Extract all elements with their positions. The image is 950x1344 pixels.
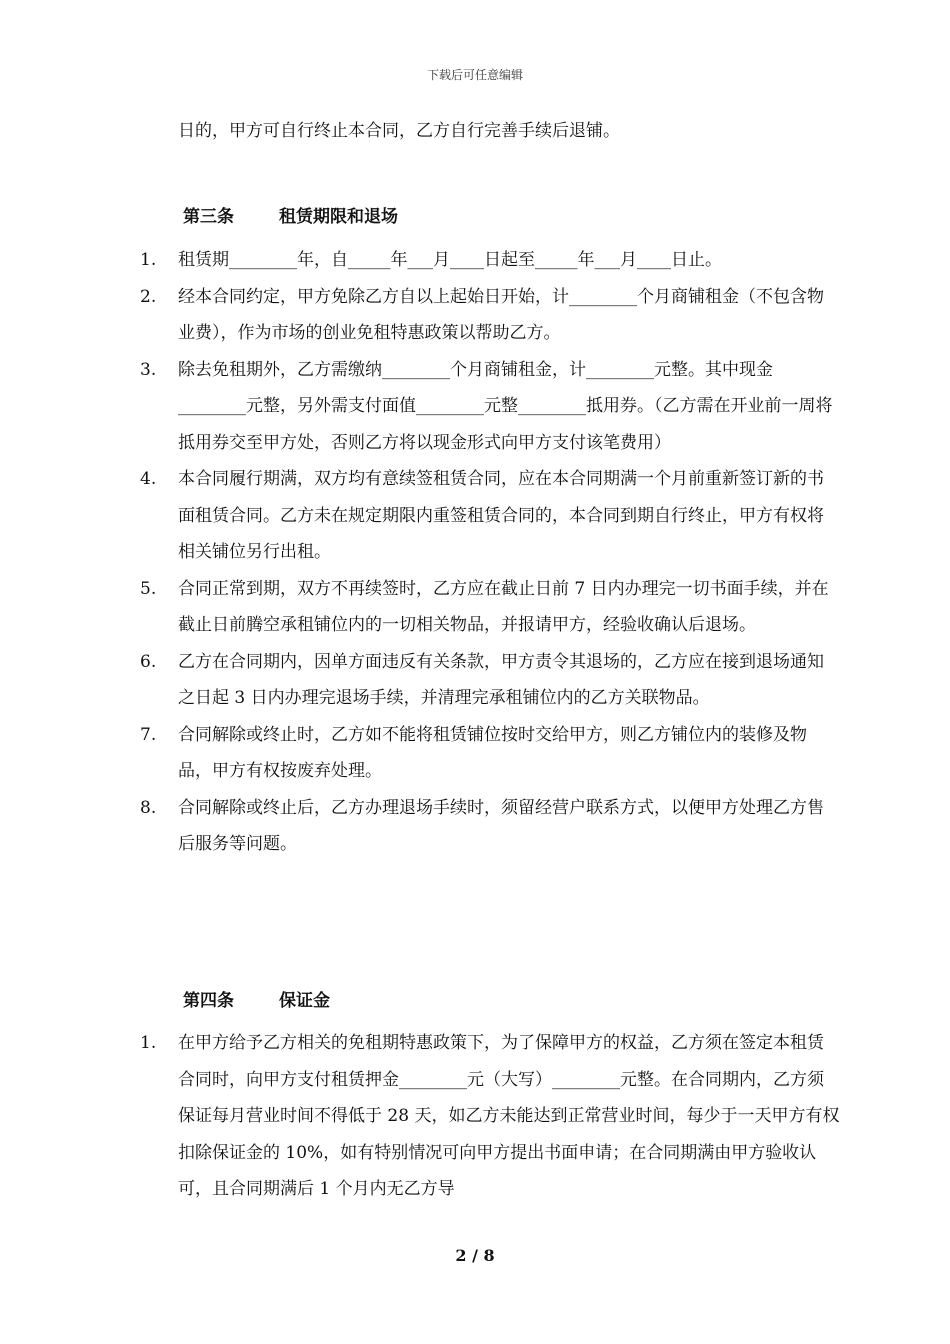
item-text: 除去免租期外，乙方需缴纳________个月商铺租金，计________元整。其中现金________元整，另外需支付面值________元整________抵用券。（乙方需在开业前一周将抵用券交至甲方处，否则乙方将以现金形式向甲方支付该笔费用） (178, 359, 833, 453)
item-number: 1. (140, 250, 157, 270)
page-header: 下载后可任意编辑 (426, 68, 523, 82)
list-item (140, 790, 840, 863)
list-item (140, 717, 840, 790)
section3-title: 租赁期限和退场 (279, 207, 398, 227)
section4-title: 保证金 (279, 991, 330, 1011)
item-number: 3. (140, 359, 157, 380)
list-item (140, 461, 840, 571)
item-text: 租赁期________年，自_____年___月____日起至_____年___月____日止。 (178, 250, 722, 270)
section4-number: 第四条 (183, 991, 234, 1011)
list-item (140, 644, 840, 717)
list-item (140, 1025, 840, 1208)
item-text: 乙方在合同期内，因单方面违反有关条款，甲方责令其退场的，乙方应在接到退场通知之日起 3 日内办理完退场手续，并清理完承租铺位内的乙方关联物品。 (178, 651, 824, 708)
list-item (140, 571, 840, 644)
section3-heading (183, 202, 398, 227)
page-number: 2 / 8 (455, 1246, 495, 1265)
section4-list (140, 1025, 840, 1208)
intro-paragraph: 日的，甲方可自行终止本合同，乙方自行完善手续后退铺。 (178, 121, 620, 141)
item-number: 2. (140, 286, 157, 307)
item-number: 8. (140, 797, 157, 818)
list-item (140, 352, 840, 462)
item-number: 4. (140, 469, 157, 489)
list-item (140, 242, 840, 279)
item-text: 在甲方给予乙方相关的免租期特惠政策下，为了保障甲方的权益，乙方须在签定本租赁合同时，向甲方支付租赁押金________元（大写）________元整。在合同期内，乙方须保证每月营业时间不得低于 28 天，如乙方未能达到正常营业时间，每少于一天甲方有权扣除保证金的 10%，如有特别情况可向甲方提出书面申请；在合同期满由甲方验收认可，且合同期满后 1 个月内无乙方导 (178, 1033, 840, 1199)
item-text: 经本合同约定，甲方免除乙方自以上起始日开始，计________个月商铺租金（不包含物业费），作为市场的创业免租特惠政策以帮助乙方。 (178, 286, 824, 343)
item-text: 合同解除或终止后，乙方办理退场手续时，须留经营户联系方式，以便甲方处理乙方售后服务等问题。 (178, 797, 824, 854)
section4-heading (183, 986, 330, 1011)
item-text: 合同解除或终止时，乙方如不能将租赁铺位按时交给甲方，则乙方铺位内的装修及物品，甲方有权按废弃处理。 (178, 724, 807, 781)
item-number: 5. (140, 578, 157, 599)
item-text: 本合同履行期满，双方均有意续签租赁合同，应在本合同期满一个月前重新签订新的书面租赁合同。乙方未在规定期限内重签租赁合同的，本合同到期自行终止，甲方有权将相关铺位另行出租。 (178, 469, 824, 562)
list-item (140, 279, 840, 352)
section3-list (140, 242, 840, 863)
item-number: 7. (140, 724, 157, 745)
item-number: 6. (140, 651, 157, 672)
item-number: 1. (140, 1033, 157, 1053)
item-text: 合同正常到期，双方不再续签时，乙方应在截止日前 7 日内办理完一切书面手续，并在截止日前腾空承租铺位内的一切相关物品，并报请甲方，经验收确认后退场。 (178, 578, 829, 635)
section3-number: 第三条 (183, 207, 234, 227)
